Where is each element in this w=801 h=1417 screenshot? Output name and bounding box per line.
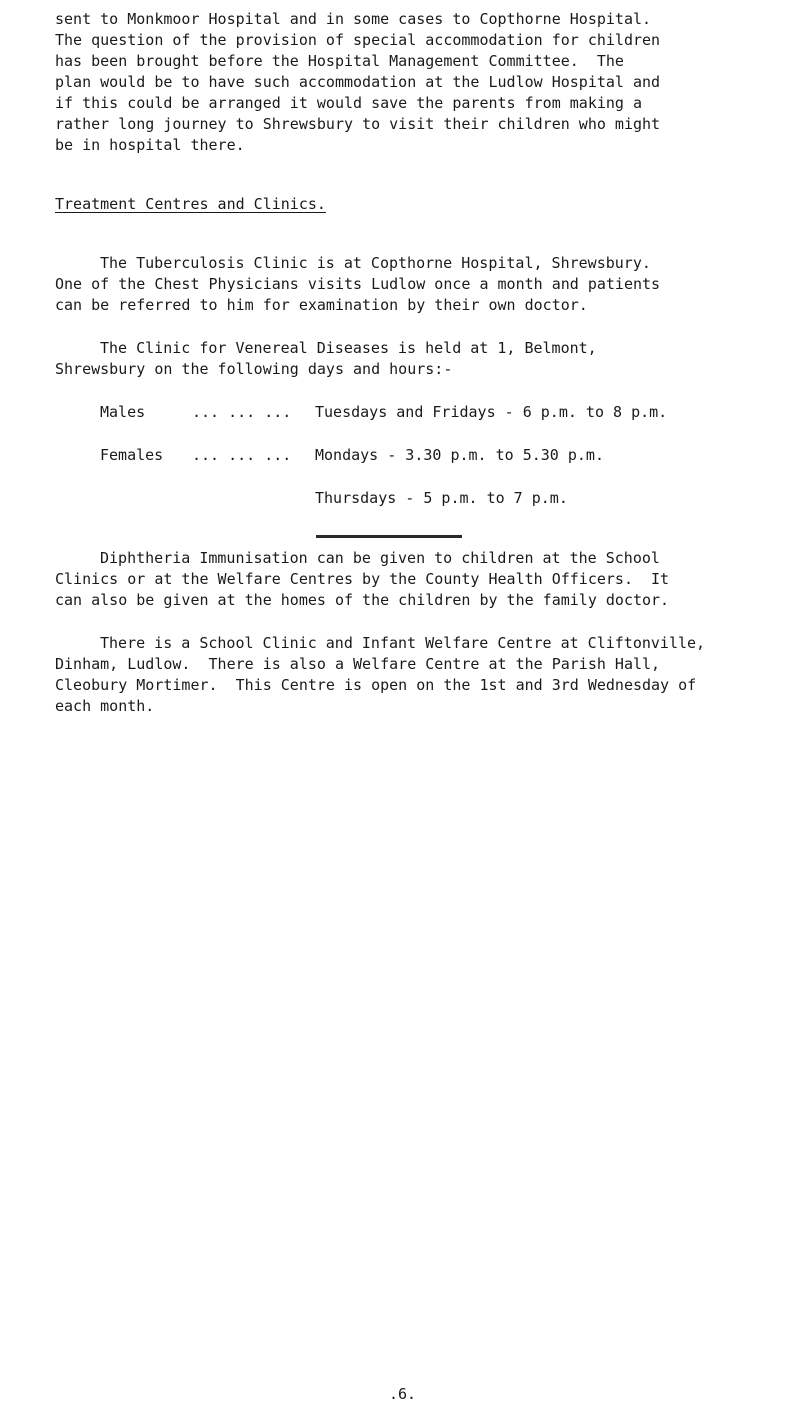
paragraph-1-line: be in hospital there. [55,136,245,154]
diphtheria-paragraph-line: can also be given at the homes of the children by the family doctor. [55,591,670,609]
tb-paragraph-line: The Tuberculosis Clinic is at Copthorne Hospital, Shrewsbury. [100,254,651,272]
females-dots: ... ... ... [192,446,292,464]
vd-paragraph-line: Shrewsbury on the following days and hours:- [55,360,453,378]
clinic-paragraph-line: each month. [55,697,155,715]
clinic-paragraph-line: Cleobury Mortimer. This Centre is open on the 1st and 3rd Wednesday of [55,676,697,694]
tb-paragraph-line: can be referred to him for examination by their own doctor. [55,296,588,314]
diphtheria-paragraph-line: Clinics or at the Welfare Centres by the County Health Officers. It [55,570,670,588]
males-label: Males [100,403,146,421]
page-number: .6. [389,1385,417,1403]
clinic-paragraph-line: Dinham, Ludlow. There is also a Welfare Centre at the Parish Hall, [55,655,661,673]
vd-paragraph-line: The Clinic for Venereal Diseases is held at 1, Belmont, [100,339,597,357]
tb-paragraph-line: One of the Chest Physicians visits Ludlow once a month and patients [55,275,661,293]
clinic-paragraph-line: There is a School Clinic and Infant Welfare Centre at Cliftonville, [100,634,706,652]
paragraph-1-line: has been brought before the Hospital Management Committee. The [55,52,624,70]
females-label: Females [100,446,164,464]
paragraph-1-line: if this could be arranged it would save the parents from making a [55,94,642,112]
diphtheria-paragraph-line: Diphtheria Immunisation can be given to children at the School [100,549,660,567]
females-hours-thursdays: Thursdays - 5 p.m. to 7 p.m. [315,489,568,507]
paragraph-1-line: sent to Monkmoor Hospital and in some cases to Copthorne Hospital. [55,10,652,28]
section-heading: Treatment Centres and Clinics. [55,195,326,213]
males-dots: ... ... ... [192,403,292,421]
paragraph-1-line: rather long journey to Shrewsbury to visit their children who might [55,115,661,133]
paragraph-1-line: plan would be to have such accommodation at the Ludlow Hospital and [55,73,661,91]
section-divider [316,535,462,538]
females-hours-mondays: Mondays - 3.30 p.m. to 5.30 p.m. [315,446,604,464]
paragraph-1-line: The question of the provision of special accommodation for children [55,31,661,49]
males-hours: Tuesdays and Fridays - 6 p.m. to 8 p.m. [315,403,668,421]
